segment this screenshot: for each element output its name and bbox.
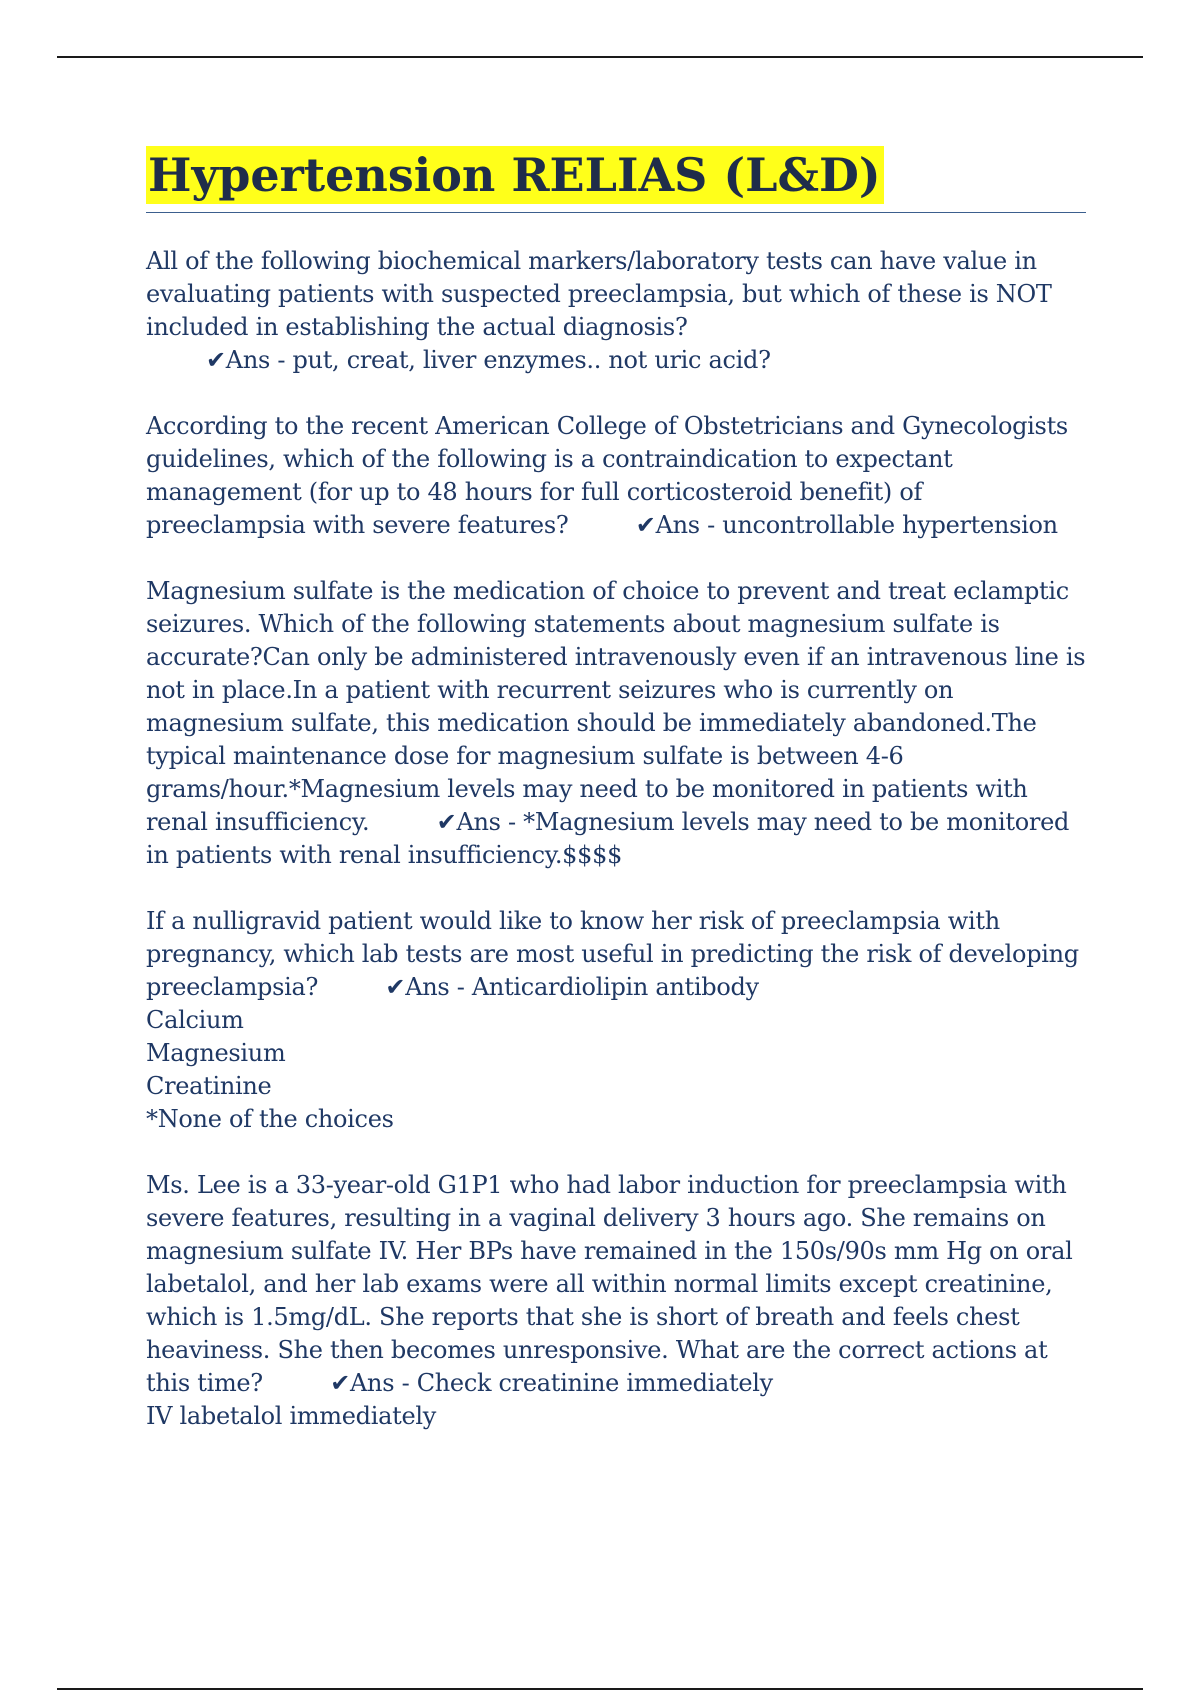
qa-item-1 bbox=[146, 245, 1086, 377]
answer-text: ✔Ans - *Magnesium levels may need to be monitored in patients with renal insufficiency.$$$$ bbox=[146, 808, 1070, 869]
qa-item-4 bbox=[146, 905, 1086, 1136]
answer-text: ✔Ans - Check creatinine immediately bbox=[330, 1369, 773, 1397]
choice-line: *None of the choices bbox=[146, 1105, 394, 1133]
qa-item-2 bbox=[146, 410, 1086, 542]
question-text: According to the recent American College of Obstetricians and Gynecologists guidelines, which of the following is a contraindication to expectant management (for up to 48 hours for full corticosteroid benefit) of preeclampsia with severe features? bbox=[146, 412, 1068, 539]
choice-line: Magnesium bbox=[146, 1039, 286, 1067]
question-text: All of the following biochemical markers/laboratory tests can have value in evaluating patients with suspected preeclampsia, but which of these is NOT included in establishing the actual diagnosis? bbox=[146, 247, 1052, 341]
bottom-rule bbox=[57, 1688, 1143, 1690]
answer-text: ✔Ans - Anticardiolipin antibody bbox=[385, 973, 759, 1001]
choice-line: Calcium bbox=[146, 1006, 244, 1034]
title-block bbox=[146, 146, 1086, 213]
choice-line: IV labetalol immediately bbox=[146, 1402, 436, 1430]
document-title: Hypertension RELIAS (L&D) bbox=[146, 146, 884, 204]
qa-item-5 bbox=[146, 1169, 1086, 1433]
document-body bbox=[146, 146, 1086, 1466]
question-text: If a nulligravid patient would like to know her risk of preeclampsia with pregnancy, which lab tests are most useful in predicting the risk of developing preeclampsia? bbox=[146, 907, 1079, 1001]
answer-text: ✔Ans - uncontrollable hypertension bbox=[635, 511, 1058, 539]
answer-text: ✔Ans - put, creat, liver enzymes.. not uric acid? bbox=[206, 346, 771, 374]
qa-item-3 bbox=[146, 575, 1086, 872]
choice-line: Creatinine bbox=[146, 1072, 272, 1100]
question-text: Magnesium sulfate is the medication of choice to prevent and treat eclamptic seizures. Which of the following statements about magnesium sulfate is accurate?Can only be administered intravenously even if an intravenous line is not in place.In a patient with recurrent seizures who is currently on magnesium sulfate, this medication should be immediately abandoned.The typical maintenance dose for magnesium sulfate is between 4-6 grams/hour.*Magnesium levels may need to be monitored in patients with renal insufficiency. bbox=[146, 577, 1086, 836]
question-text: Ms. Lee is a 33-year-old G1P1 who had labor induction for preeclampsia with severe features, resulting in a vaginal delivery 3 hours ago. She remains on magnesium sulfate IV. Her BPs have remained in the 150s/90s mm Hg on oral labetalol, and her lab exams were all within normal limits except creatinine, which is 1.5mg/dL. She reports that she is short of breath and feels chest heaviness. She then becomes unresponsive. What are the correct actions at this time? bbox=[146, 1171, 1073, 1397]
top-rule bbox=[57, 56, 1143, 58]
